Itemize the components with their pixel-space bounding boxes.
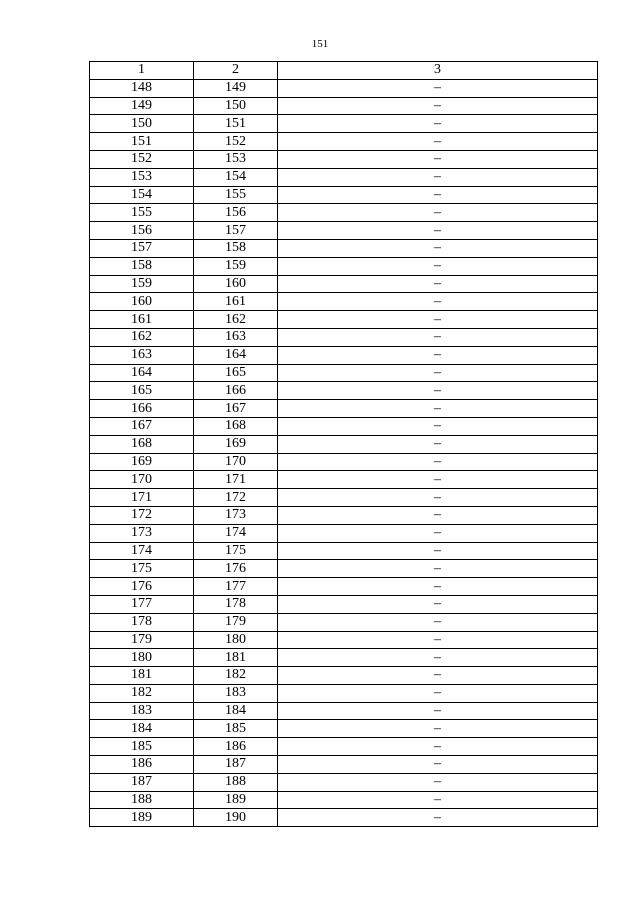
table-cell: –	[278, 328, 598, 346]
table-cell: 178	[194, 595, 278, 613]
table-cell: –	[278, 204, 598, 222]
table-cell: –	[278, 150, 598, 168]
table-row	[90, 684, 598, 702]
table-row	[90, 506, 598, 524]
table-cell: –	[278, 684, 598, 702]
table-cell: 189	[194, 791, 278, 809]
table-row	[90, 720, 598, 738]
table-cell: 162	[194, 311, 278, 329]
table-row	[90, 667, 598, 685]
table-cell: 170	[194, 453, 278, 471]
table-cell: –	[278, 311, 598, 329]
table-cell: –	[278, 239, 598, 257]
table-cell: 177	[90, 595, 194, 613]
table-cell: 166	[194, 382, 278, 400]
table-cell: 160	[194, 275, 278, 293]
table-cell: 168	[90, 435, 194, 453]
table-cell: 167	[90, 417, 194, 435]
table-cell: 189	[90, 809, 194, 827]
table-cell: 159	[194, 257, 278, 275]
table-cell: 186	[90, 756, 194, 774]
table-cell: –	[278, 417, 598, 435]
table-cell: 161	[90, 311, 194, 329]
table-cell: –	[278, 560, 598, 578]
table-cell: 163	[90, 346, 194, 364]
table-cell: –	[278, 489, 598, 507]
table-row	[90, 257, 598, 275]
table-row	[90, 489, 598, 507]
table-cell: 177	[194, 578, 278, 596]
table-cell: –	[278, 364, 598, 382]
table-cell: 186	[194, 738, 278, 756]
table-row	[90, 97, 598, 115]
table-row	[90, 168, 598, 186]
table-cell: 173	[194, 506, 278, 524]
table-cell: –	[278, 382, 598, 400]
table-cell: 158	[90, 257, 194, 275]
table-cell: 178	[90, 613, 194, 631]
table-row	[90, 578, 598, 596]
table-cell: 179	[194, 613, 278, 631]
table-cell: 157	[90, 239, 194, 257]
table-row	[90, 756, 598, 774]
table-cell: 156	[194, 204, 278, 222]
table-row	[90, 311, 598, 329]
table-cell: 184	[194, 702, 278, 720]
table-cell: 188	[194, 773, 278, 791]
table-row	[90, 649, 598, 667]
table-cell: –	[278, 809, 598, 827]
table-row	[90, 631, 598, 649]
table-row	[90, 560, 598, 578]
table-row	[90, 222, 598, 240]
table-row	[90, 328, 598, 346]
table-cell: –	[278, 667, 598, 685]
table-cell: 174	[90, 542, 194, 560]
table-cell: 165	[194, 364, 278, 382]
table-cell: 184	[90, 720, 194, 738]
table-cell: 171	[90, 489, 194, 507]
table-cell: 157	[194, 222, 278, 240]
table-cell: 152	[194, 133, 278, 151]
table-cell: –	[278, 773, 598, 791]
table-row	[90, 400, 598, 418]
page-number: 151	[311, 38, 329, 50]
table-cell: 153	[90, 168, 194, 186]
table-row	[90, 435, 598, 453]
table-cell: –	[278, 222, 598, 240]
table-cell: 172	[90, 506, 194, 524]
table-cell: 156	[90, 222, 194, 240]
table-cell: 174	[194, 524, 278, 542]
table-row	[90, 364, 598, 382]
table-cell: –	[278, 542, 598, 560]
table-row	[90, 79, 598, 97]
table-cell: 165	[90, 382, 194, 400]
table-cell: 149	[194, 79, 278, 97]
table-cell: –	[278, 471, 598, 489]
table-cell: 183	[90, 702, 194, 720]
table-row	[90, 471, 598, 489]
table-cell: 181	[194, 649, 278, 667]
table-cell: 150	[194, 97, 278, 115]
table-cell: 181	[90, 667, 194, 685]
table-row	[90, 150, 598, 168]
table-cell: 176	[194, 560, 278, 578]
table-cell: 166	[90, 400, 194, 418]
table-row	[90, 738, 598, 756]
data-table	[89, 61, 598, 827]
column-header: 3	[278, 62, 598, 80]
table-cell: –	[278, 720, 598, 738]
table-cell: 160	[90, 293, 194, 311]
table-cell: 187	[194, 756, 278, 774]
table-row	[90, 346, 598, 364]
table-row	[90, 115, 598, 133]
table-cell: 163	[194, 328, 278, 346]
table-cell: 161	[194, 293, 278, 311]
table-cell: 150	[90, 115, 194, 133]
table-cell: 159	[90, 275, 194, 293]
table-row	[90, 186, 598, 204]
table-cell: 188	[90, 791, 194, 809]
table-cell: –	[278, 186, 598, 204]
table-cell: 152	[90, 150, 194, 168]
table-cell: 154	[90, 186, 194, 204]
table-cell: 175	[194, 542, 278, 560]
table-row	[90, 204, 598, 222]
table-cell: 173	[90, 524, 194, 542]
table-cell: –	[278, 346, 598, 364]
table-cell: 153	[194, 150, 278, 168]
table-row	[90, 133, 598, 151]
table-cell: 190	[194, 809, 278, 827]
table-cell: 169	[194, 435, 278, 453]
table-row	[90, 275, 598, 293]
table-cell: 170	[90, 471, 194, 489]
table-cell: –	[278, 115, 598, 133]
table-cell: 185	[90, 738, 194, 756]
table-row	[90, 293, 598, 311]
table-cell: –	[278, 524, 598, 542]
table-cell: –	[278, 649, 598, 667]
table-cell: 179	[90, 631, 194, 649]
table-cell: 172	[194, 489, 278, 507]
table-cell: –	[278, 613, 598, 631]
table-cell: –	[278, 756, 598, 774]
table-cell: 155	[194, 186, 278, 204]
table-cell: 182	[194, 667, 278, 685]
table-cell: –	[278, 168, 598, 186]
table-cell: 169	[90, 453, 194, 471]
table-cell: 149	[90, 97, 194, 115]
table-cell: 164	[90, 364, 194, 382]
table-cell: –	[278, 506, 598, 524]
table-cell: 182	[90, 684, 194, 702]
table-cell: 183	[194, 684, 278, 702]
table-cell: –	[278, 97, 598, 115]
table-cell: 164	[194, 346, 278, 364]
table-cell: 155	[90, 204, 194, 222]
table-cell: 187	[90, 773, 194, 791]
table-cell: 171	[194, 471, 278, 489]
table-cell: –	[278, 453, 598, 471]
table-cell: 151	[90, 133, 194, 151]
table-cell: 176	[90, 578, 194, 596]
column-header: 1	[90, 62, 194, 80]
table-row	[90, 382, 598, 400]
table-cell: –	[278, 400, 598, 418]
table-cell: –	[278, 578, 598, 596]
table-cell: –	[278, 791, 598, 809]
table-cell: –	[278, 702, 598, 720]
table-cell: –	[278, 595, 598, 613]
table-cell: –	[278, 293, 598, 311]
table-row	[90, 773, 598, 791]
column-header: 2	[194, 62, 278, 80]
table-cell: –	[278, 435, 598, 453]
table-cell: 151	[194, 115, 278, 133]
table-cell: –	[278, 631, 598, 649]
table-cell: –	[278, 79, 598, 97]
table-row	[90, 417, 598, 435]
table-cell: 168	[194, 417, 278, 435]
table-body	[90, 79, 598, 826]
table-cell: –	[278, 257, 598, 275]
table-header-row	[90, 62, 598, 80]
table-cell: 175	[90, 560, 194, 578]
table-cell: 180	[194, 631, 278, 649]
table-row	[90, 453, 598, 471]
table-cell: –	[278, 275, 598, 293]
table-row	[90, 239, 598, 257]
table-row	[90, 809, 598, 827]
table-cell: 162	[90, 328, 194, 346]
table-cell: 158	[194, 239, 278, 257]
table-row	[90, 613, 598, 631]
table-cell: 167	[194, 400, 278, 418]
table-row	[90, 702, 598, 720]
table-row	[90, 595, 598, 613]
table-cell: 180	[90, 649, 194, 667]
table-row	[90, 791, 598, 809]
table-cell: 185	[194, 720, 278, 738]
table-cell: –	[278, 133, 598, 151]
table-cell: 154	[194, 168, 278, 186]
table-cell: 148	[90, 79, 194, 97]
table-row	[90, 524, 598, 542]
table-row	[90, 542, 598, 560]
table-cell: –	[278, 738, 598, 756]
